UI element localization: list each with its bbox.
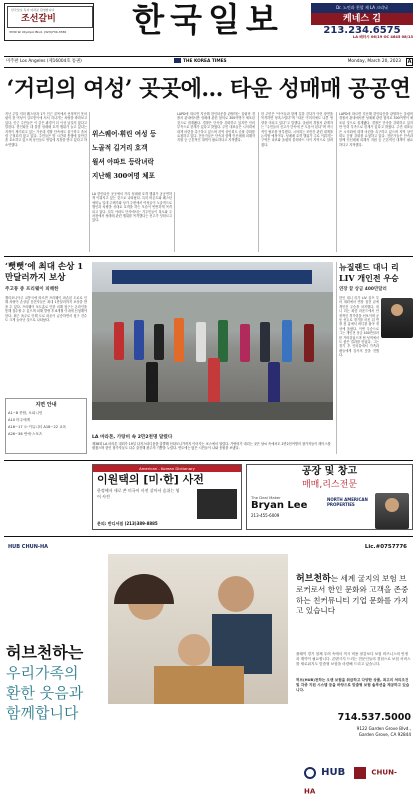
newspaper-title[interactable]: 한국일보	[132, 0, 284, 39]
lead-story-col1: 지난 주말 저녁 웨스턴과 1가 인근 골목에서 선정적인 옷차림의 한 여성이 길모퉁이에 서서 지나가는 차량을 바라보고 있다. 인근 주민들은 이 같은 광경이 더 이상 낯설지 않다고 말한다. 한인타운 내 불법 성매매 호객 행위가 늘고 있다는 지적이 제기되고 있는 가운데 경찰 단속에도 불구하고 좀처럼 근절되지 않고 있다. 주민들은 밤 시간대 통행에 불안감을 호소하고 있으며 상인들도 영업에 지장을 받고 있다고 하소연했다.	[5, 112, 87, 147]
golfer-photo[interactable]	[381, 298, 413, 338]
insurance-slogan	[6, 642, 106, 723]
chunha-logo-icon	[354, 767, 366, 779]
insurance-bottom-logos	[304, 762, 408, 796]
hub-logo-icon	[304, 767, 316, 779]
runner	[218, 320, 228, 362]
left-ad-brand: 조선갈비	[21, 14, 56, 24]
dictionary-book-image	[197, 489, 237, 519]
flag-icon	[174, 58, 181, 63]
realestate-ad-title: 공장 및 창고	[301, 466, 358, 477]
man-shirt	[212, 614, 272, 674]
dictionary-ad-top: American - Korean Dictionary	[93, 465, 241, 472]
section-rule	[4, 460, 413, 461]
subhead-2: 노골적 길거리 호객	[92, 144, 148, 152]
runner	[154, 324, 164, 360]
runner	[282, 320, 292, 362]
slogan-line-2: 우리가족의	[6, 664, 79, 682]
realestate-company: NORTH AMERICAN PROPERTIES	[327, 497, 368, 507]
realestate-ad[interactable]	[246, 464, 413, 530]
slogan-line-1: 허브천하는	[6, 643, 84, 662]
index-box	[5, 398, 87, 454]
dictionary-ad-title: 이원택의 [미·한] 사전	[97, 473, 204, 486]
lead-headline[interactable]: ‘거리의 여성’ 곳곳에… 타운 성매매 공공연	[6, 76, 411, 102]
dictionary-ad-contact: 문의: 반디서점 (213)389-8885	[97, 521, 158, 526]
hub-logo-text: HUB	[321, 767, 346, 778]
runner	[260, 322, 270, 362]
edition-line: 미주판 Los Angeles (제16004호 통권)	[6, 59, 82, 64]
runner	[134, 320, 144, 360]
realestate-ad-subtitle: 매매,리스전문	[301, 480, 358, 490]
runner	[240, 324, 250, 362]
lead-story-col4: 한 주민은 “아이들과 함께 길을 걷다가 이런 장면을 목격하면 당혹스럽다”며 “타운 이미지에도 나쁜 영향을 미치고 있다”고 말했다. 올림픽 경찰서 관계자는 “주민들의 신고가 단속에 큰 도움이 된다”며 적극적인 협조를 당부했다. 시의회는 조만간 관련 대책을 논의할 예정이다. 성매매 호객 행위가 주로 이뤄지는 구역은 피코와 올림픽 블러바드 사이 지역으로 알려졌다.	[261, 112, 333, 147]
right-story-headline[interactable]: 뉴질랜드 대니 리 LIV 개인전 우승	[339, 262, 399, 283]
col-divider	[174, 192, 175, 252]
realestate-agent-label: The Deal Maker	[251, 495, 281, 500]
photo-caption-body: 제38회 LA 마라톤 대회가 19일 다저스타디움을 출발해 산타모니카까지 이어지는 코스에서 열렸다. 가랑비가 내리는 궂은 날씨 속에서도 2만2천여명의 참가자들이 레이스를 펼쳤으며 한인 참가자들도 다수 출전해 완주의 기쁨을 누렸다. 연도에는 많은 시민들이 나와 응원을 보냈다.	[92, 442, 331, 451]
col-divider	[89, 112, 90, 252]
section-rule	[4, 256, 413, 257]
lead-story-col5: LAPD에 따르면 지난해 한인타운을 관할하는 올림픽 경찰서 관내에서만 성매매 관련 혐의로 300여명이 체포된 것으로 집계됐다. 경찰은 단속을 강화하고 있지만 인력 부족으로 한계가 있다고 밝혔다. 주민 대표들은 시의회에 대책 마련을 촉구하고 있으며 지역 상인회도 순찰 강화를 요청하고 있다. 전문가들은 단속과 함께 인신매매 피해자 지원 등 근본적인 대책이 필요하다고 지적했다.	[339, 112, 413, 147]
finish-banner	[112, 270, 312, 284]
col-divider	[336, 112, 337, 252]
insurance-address-1: 9122 Garden Grove Blvd.,	[356, 726, 411, 731]
lead-story-col2: LA 한인타운 곳곳에서 거리 성매매 호객 행위가 공공연하게 이뤄지고 있는 것으로 나타났다. 특히 버몬트와 웨스턴 애비뉴 일대 주택가와 상가 주변에서 여성들이 노골적으로 행인과 차량을 상대로 호객을 하는 모습이 빈번하게 목격되고 있다. 일부 아파트 단지에서는 거주민들이 복도와 주차장에서 성매매 관련 행위를 목격했다는 신고가 잇따르고 있다.	[92, 192, 172, 223]
photo-caption	[92, 423, 333, 451]
subhead-1: 위스퀘어·휘린 여성 등	[92, 130, 157, 138]
section-rule	[4, 536, 413, 537]
issue-date: Monday, March 20, 2023	[347, 59, 401, 64]
dictionary-ad-desc: 한정에서 새로 쓴 미국어 사전 살아서 숨쉬는 영어 사전	[97, 488, 180, 499]
runner	[174, 318, 184, 362]
right-ad-phone: 213.234.6575	[323, 25, 401, 36]
runner	[304, 324, 314, 362]
runner	[196, 322, 206, 362]
slogan-line-4: 함께합니다	[6, 704, 79, 722]
right-ad-top: Dr. 노인과 친할 제 LA 크리닉	[311, 3, 413, 13]
index-item[interactable]: A26~36 연예·스포츠	[8, 432, 43, 436]
insurance-body-2: 허브(HUB)천하는 오랜 보험을 취급하고 다양한 상품, 최고의 처리조건 및 각종 지원 시스템 등을 바탕으로 맞춤형 보험 솔루션을 제공하고 있습니다.	[296, 678, 410, 692]
insurance-headline-brand: 허브천하	[296, 574, 331, 584]
lead-story-col3: LAPD에 따르면 지난해 한인타운을 관할하는 올림픽 경찰서 관내에서만 성매매 관련 혐의로 300여명이 체포된 것으로 집계됐다. 경찰은 단속을 강화하고 있지만 인력 부족으로 한계가 있다고 밝혔다. 주민 대표들은 시의회에 대책 마련을 촉구하고 있으며 지역 상인회도 순찰 강화를 요청하고 있다. 전문가들은 단속과 함께 인신매매 피해자 지원 등 근본적인 대책이 필요하다고 지적했다.	[177, 112, 255, 143]
agent-face	[385, 498, 399, 512]
newspaper-english-name: THE KOREA TIMES	[174, 57, 227, 67]
dictionary-ad[interactable]	[92, 464, 242, 530]
woman-hair	[114, 574, 174, 604]
left-ad-tagline: 한국일보 독자 여러분 환영합니다	[11, 8, 55, 12]
realestate-phone: 213-455-6009	[251, 513, 280, 518]
left-story-headline[interactable]: ‘뻣뻣’에 최대 손상 1만달러까지 보상	[5, 262, 84, 283]
masthead-right-ad[interactable]	[311, 3, 413, 41]
insurance-phone[interactable]: 714.537.5000	[337, 712, 411, 723]
right-story-body: 한인 대니 리가 LIV 골프 투어 대회에서 연장 접전 끝에 개인전 우승을 차지했다. 대니 리는 최종 라운드에서 안정적인 경기력을 선보이며 공동 선두로 경기를 마친 뒤 연장 첫 홀에서 버디를 잡아 정상에 올랐다. 이번 우승으로 그는 개인전 상금 400만달러를 거머쥐었으며 팀 성적에서도 좋은 결과를 얻었다. 그는 경기 후 인터뷰에서 가족과 팬들에게 감사의 뜻을 전했다.	[339, 296, 379, 358]
man-face	[218, 576, 254, 612]
insurance-ad[interactable]	[4, 540, 413, 794]
left-story-subhead: 주고통 중 프리웨이 피해한	[5, 287, 59, 292]
child-face	[178, 634, 210, 666]
page-letter: A	[407, 59, 412, 65]
golfer-face	[391, 304, 403, 316]
cardboard-box	[154, 666, 244, 704]
insurance-license: Lic.#0757776	[364, 544, 407, 550]
chunha-logo-text: CHUN-HA	[304, 768, 397, 796]
masthead-left-ad[interactable]	[4, 3, 94, 41]
photo-road	[92, 402, 333, 420]
insurance-top-logo: HUB CHUN-HA	[8, 544, 49, 550]
photo-crowd	[92, 292, 333, 332]
slogan-line-3: 환한 웃음과	[6, 684, 84, 702]
col-divider	[258, 112, 259, 252]
index-item[interactable]: A16~17 오·커뮤니티 A18~22 교육	[8, 425, 67, 429]
index-title: 지면 안내	[35, 402, 57, 408]
runner	[114, 322, 124, 360]
index-item[interactable]: A10 미주에게	[8, 418, 31, 422]
right-story-subhead: 연장 끝 상금 400만달러	[339, 287, 387, 292]
right-ad-brand: 케네스 김	[311, 13, 413, 25]
photo-caption-title: LA 마라톤, 가랑비 속 2만2천명 달렸다	[92, 435, 173, 440]
left-ad-address: 3330 W. Olympic Blvd. (323)734-3330	[9, 30, 67, 34]
marathon-photo[interactable]	[92, 262, 333, 420]
left-story-body: 캘리포니아주 교통국에 따르면 프리웨이 파손된 도로로 인해 차량이 손상된 운전자들은 최대 1만달러까지 보상을 받을 수 있다. 프리웨이 포트홀로 인한 피해 청구는 온라인을 통해 접수할 수 있으며 피해 발생 후 6개월 이내에 신청해야 한다. 최근 폭우로 인해 도로 파손이 급증하면서 청구 건수도 크게 늘어난 것으로 나타났다.	[5, 296, 87, 323]
index-item[interactable]: A1~8 종합, 오피니언	[8, 411, 43, 415]
insurance-headline-rest: 는 세계 굴지의 보험 브로커로서 한인 문화와 고객을 존중하는 친커뮤니티 기업 문화를 가지고 있습니다	[296, 574, 409, 616]
insurance-family-photo	[108, 554, 288, 704]
col-divider	[336, 262, 337, 454]
realestate-agent-name: Bryan Lee	[251, 500, 308, 511]
insurance-body: 플레이 경기 침체 우려 속에서 적시 비용 절감보다 보험 비즈니스의 안정과 계약이 필요합니다. 콘텐시지 드리는 전문인들의 경험으로 보험 서비스를 새로워지도 맞춤형 보험을 마련해 드리고 있습니다.	[296, 652, 411, 666]
realestate-agent-photo	[375, 493, 409, 529]
top-info: LA 배터시 06/19 OC 4645 08/13	[352, 35, 413, 39]
insurance-address-2: Garden Grove, CA 92844	[358, 732, 411, 737]
insurance-headline	[296, 574, 411, 617]
subhead-4: 지난해 300여명 체포	[92, 172, 155, 180]
subhead-3: 윌셔 아파트 등락녀락	[92, 158, 154, 166]
edition-strip	[4, 56, 413, 68]
